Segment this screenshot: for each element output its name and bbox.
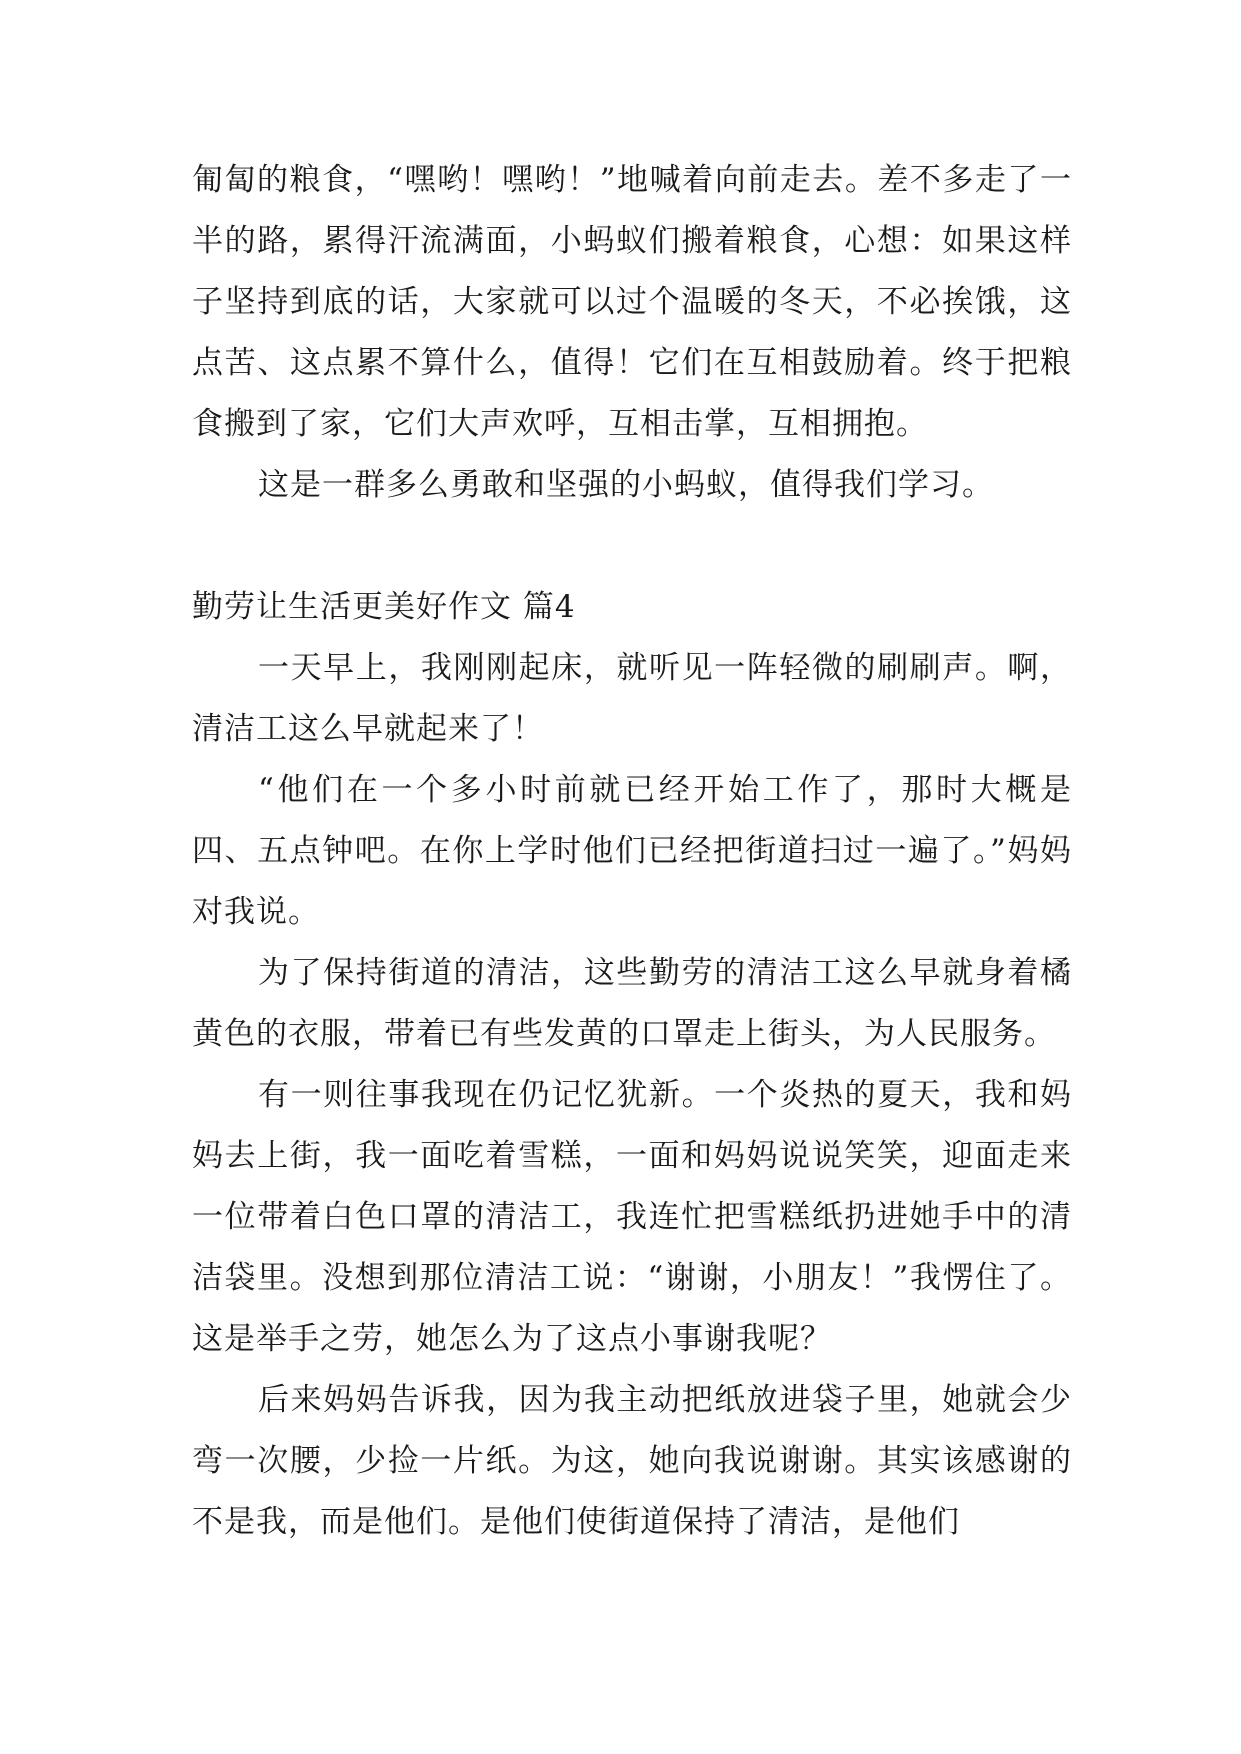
paragraph: 有一则往事我现在仍记忆犹新。一个炎热的夏天，我和妈妈去上街，我一面吃着雪糕，一面和妈妈说说笑笑，迎面走来一位带着白色口罩的清洁工，我连忙把雪糕纸扔进她手中的清洁袋里。没想到那位清洁工说：“谢谢，小朋友！”我愣住了。这是举手之劳，她怎么为了这点小事谢我呢？ [192, 1077, 1072, 1357]
paragraph: 为了保持街道的清洁，这些勤劳的清洁工这么早就身着橘黄色的衣服，带着已有些发黄的口罩走上街头，为人民服务。 [192, 955, 1072, 1052]
section-heading: 勤劳让生活更美好作文 篇4 [192, 589, 576, 625]
document-page [192, 150, 1072, 1553]
paragraph-continuation: 匍匐的粮食，“嘿哟！嘿哟！”地喊着向前走去。差不多走了一半的路，累得汗流满面，小蚂蚁们搬着粮食，心想：如果这样子坚持到底的话，大家就可以过个温暖的冬天，不必挨饿，这点苦、这点累不算什么，值得！它们在互相鼓励着。终于把粮食搬到了家，它们大声欢呼，互相击掌，互相拥抱。 [192, 162, 1072, 442]
paragraph: “他们在一个多小时前就已经开始工作了，那时大概是四、五点钟吧。在你上学时他们已经把街道扫过一遍了。”妈妈对我说。 [192, 772, 1072, 930]
paragraph: 一天早上，我刚刚起床，就听见一阵轻微的刷刷声。啊，清洁工这么早就起来了！ [192, 650, 1072, 747]
paragraph-conclusion: 这是一群多么勇敢和坚强的小蚂蚁，值得我们学习。 [258, 467, 994, 503]
paragraph: 后来妈妈告诉我，因为我主动把纸放进袋子里，她就会少弯一次腰，少捡一片纸。为这，她向我说谢谢。其实该感谢的不是我，而是他们。是他们使街道保持了清洁，是他们 [192, 1382, 1072, 1540]
